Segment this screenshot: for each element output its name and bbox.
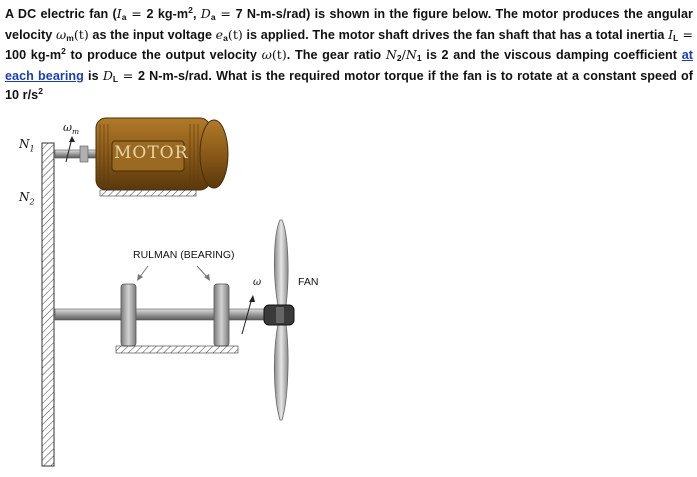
bearing-arrows: [139, 266, 208, 278]
question-text: A DC electric fan ($I_a = 2$ $kg-m^2$, $D_a = 7$ N-m-s/rad) is shown in the figure below. The motor produces the angular velocity $\omega_m(t)$ as the input voltage $e_a(t)$ is applied. The motor shaft drives the fan shaft that has a total inertia $I_L = 100$ $kg-m^2$ to produce the output velocity ω(t). The gear ratio $N_2/N_1$ is 2 and the viscous damping coefficient at each bearing is $D_L = 2$ N-m-s/rad. What is the required motor torque if the fan is to rotate at a constant speed of 10 $r/s^2$: [5, 5, 694, 103]
bearing-left: [121, 284, 136, 346]
bearing-arrowhead-left: [137, 274, 143, 281]
omega-m-label: $\omega_m$: [63, 121, 80, 137]
bearing-base: [116, 346, 238, 353]
gear-wall: [42, 143, 54, 466]
n1-label: $N_1$: [19, 137, 35, 154]
fan-shaft: [55, 309, 270, 320]
bearing-label: RULMAN (BEARING): [133, 249, 235, 261]
n2-label: $N_2$: [19, 190, 35, 207]
bearing-link[interactable]: at each bearing: [5, 48, 693, 83]
fan-label: FAN: [298, 276, 319, 288]
fan: [264, 220, 294, 420]
motor-label: MOTOR: [114, 143, 189, 163]
motor-shaft: [55, 146, 101, 162]
bearing-right: [214, 284, 229, 346]
omega-label: ω: [253, 277, 262, 288]
